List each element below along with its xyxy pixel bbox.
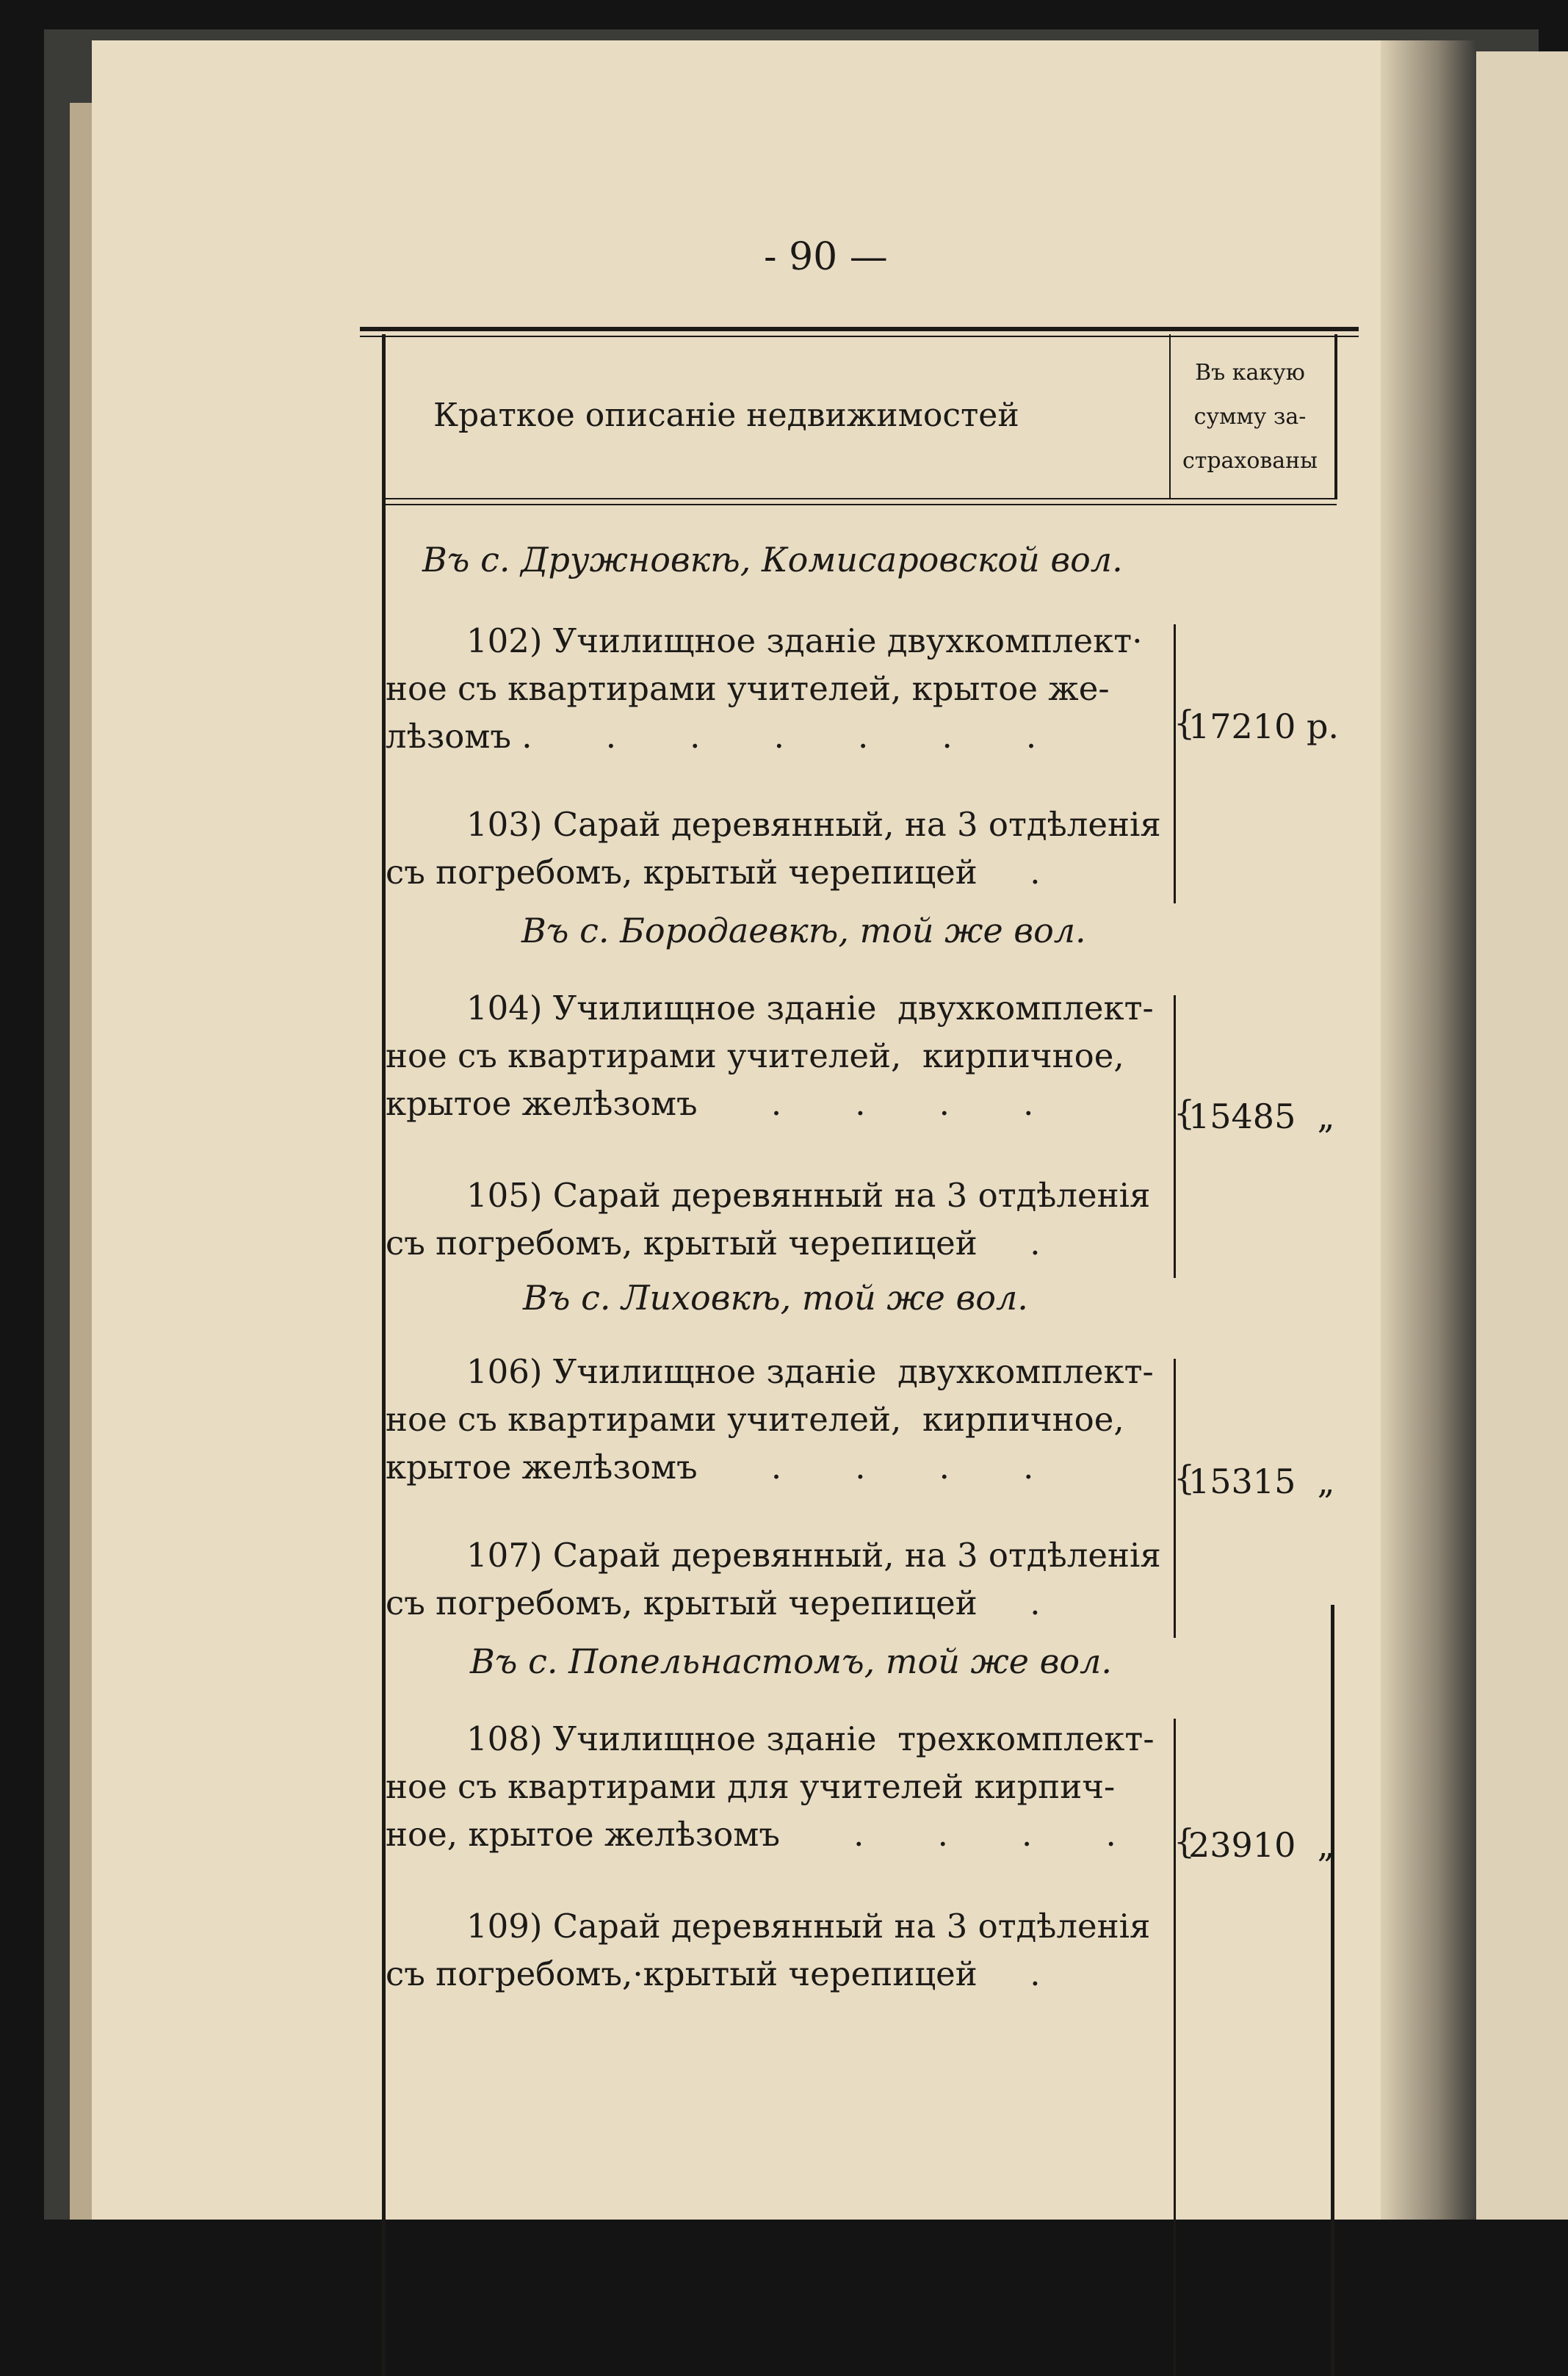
entry-line: 105) Сарай деревянный на 3 отдѣленiя (466, 1176, 1151, 1215)
entry-line: съ погребомъ, крытый черепицей . (386, 853, 1041, 892)
amount-value: 23910 „ (1188, 1825, 1335, 1865)
amount-column-rule (1174, 995, 1176, 1278)
page-number: - 90 — (764, 235, 888, 279)
amount-value: 15485 „ (1188, 1097, 1335, 1136)
entry-line: съ погребомъ, крытый черепицей . (386, 1224, 1041, 1263)
entry-line: крытое желѣзомъ . . . . (386, 1448, 1034, 1487)
section-heading: Въ с. Попельнастомъ, той же вол. (470, 1642, 1112, 1681)
entry-line: ное съ квартирами учителей, кирпичное, (386, 1036, 1124, 1075)
entry-line: ное съ квартирами для учителей кирпич- (386, 1767, 1116, 1806)
entry-line: 108) Училищное зданiе трехкомплект- (466, 1719, 1155, 1758)
entry-line: 104) Училищное зданiе двухкомплект- (466, 989, 1154, 1028)
facing-page (1476, 51, 1568, 2220)
column-header-amount-line-2: сумму за- (1193, 404, 1307, 430)
brace-mark: { (1174, 1821, 1196, 1861)
entry-line: съ погребомъ,·крытый черепицей . (386, 1954, 1041, 1993)
amount-column-rule (1174, 1719, 1176, 2376)
brace-mark: { (1174, 1458, 1196, 1498)
section-heading: Въ с. Лиховкѣ, той же вол. (523, 1278, 1028, 1318)
amount-value: 15315 „ (1188, 1462, 1335, 1501)
entry-line: ное съ квартирами учителей, кирпичное, (386, 1400, 1124, 1439)
header-bottom-rule (386, 498, 1337, 499)
table-top-rule (360, 327, 1359, 331)
table-right-border-lower (1331, 1605, 1334, 2376)
table-right-border (1334, 334, 1337, 499)
entry-line: 109) Сарай деревянный на 3 отдѣленiя (466, 1907, 1151, 1946)
entry-line: ное съ квартирами учителей, крытое же- (386, 669, 1110, 708)
amount-value: 17210 р. (1188, 707, 1340, 746)
brace-mark: { (1174, 1093, 1196, 1133)
entry-line: 107) Сарай деревянный, на 3 отдѣленiя (466, 1536, 1161, 1575)
entry-line: ное, крытое желѣзомъ . . . . (386, 1815, 1116, 1854)
entry-line: 102) Училищное зданiе двухкомплект· (466, 621, 1143, 660)
header-bottom-rule-2 (386, 504, 1337, 505)
column-header-description: Краткое описанiе недвижимостей (433, 397, 1019, 434)
entry-line: лѣзомъ . . . . . . . (386, 717, 1037, 756)
entry-line: 106) Училищное зданiе двухкомплект- (466, 1352, 1154, 1391)
column-header-amount-line-3: страхованы (1182, 448, 1318, 474)
entry-line: 103) Сарай деревянный, на 3 отдѣленiя (466, 805, 1161, 844)
table-top-rule-thin (360, 336, 1359, 337)
page-gutter (1381, 40, 1476, 2220)
entry-line: крытое желѣзомъ . . . . (386, 1084, 1034, 1123)
brace-mark: { (1174, 703, 1196, 743)
amount-column-rule (1174, 624, 1176, 903)
page-edge (70, 103, 92, 2220)
section-heading: Въ с. Бородаевкѣ, той же вол. (521, 911, 1086, 950)
entry-line: съ погребомъ, крытый черепицей . (386, 1584, 1041, 1622)
section-heading: Въ с. Дружновкѣ, Комисаровской вол. (422, 540, 1123, 579)
amount-column-rule (1174, 1359, 1176, 1638)
column-header-amount-line-1: Въ какую (1195, 360, 1305, 386)
table-left-border (382, 334, 386, 2376)
